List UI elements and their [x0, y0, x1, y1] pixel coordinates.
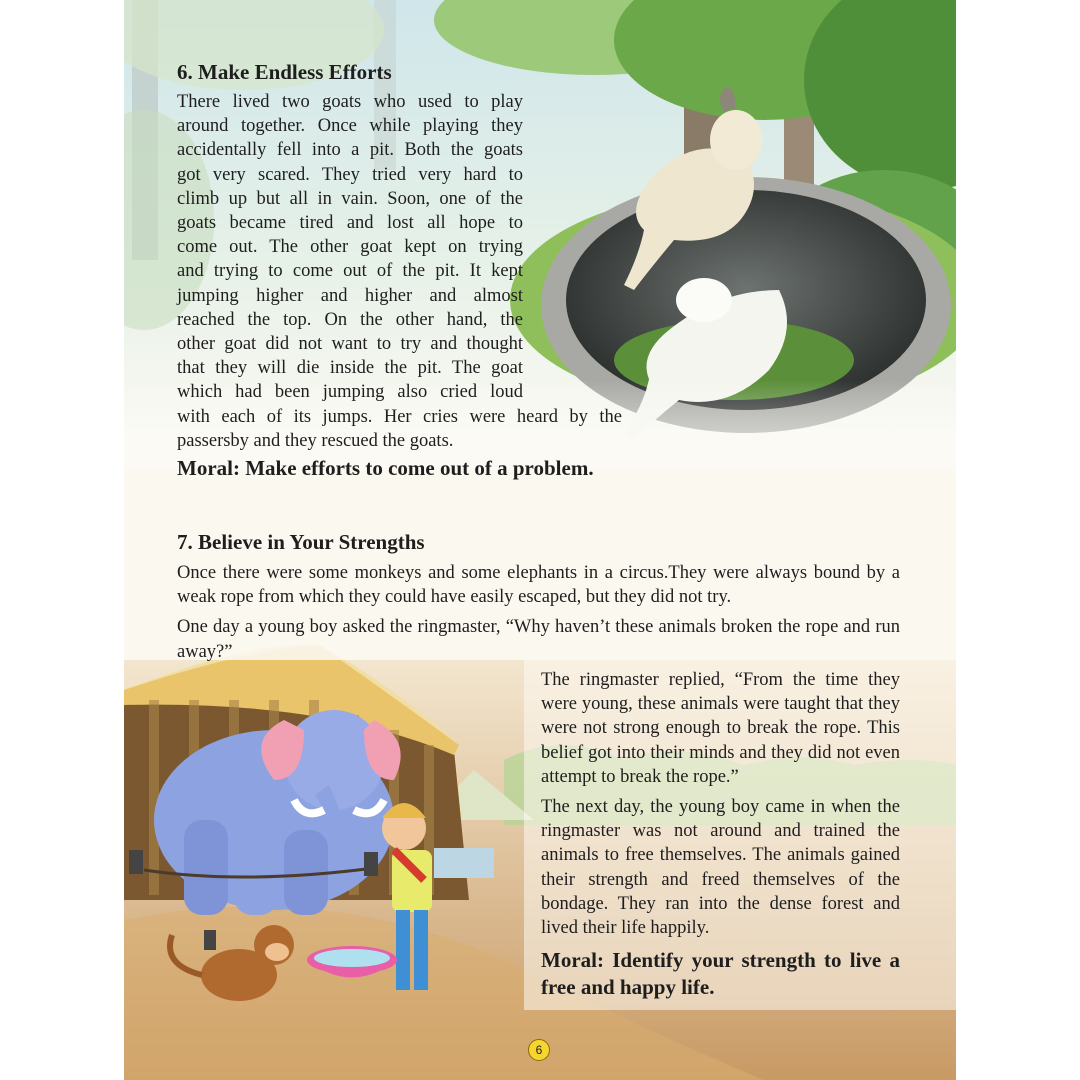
- story-6-line: other goat did not want to try and thought: [177, 334, 523, 355]
- story-6-line: accidentally fell into a pit. Both the goats: [177, 140, 523, 161]
- story-6-line: which had been jumping also cried loud: [177, 382, 523, 403]
- story-6-line: come out. The other goat kept on trying: [177, 237, 523, 258]
- story-6-line: got very scared. They tried very hard to: [177, 164, 523, 185]
- story-6-line: around together. Once while playing they: [177, 116, 523, 137]
- story-6-line: climb up but all in vain. Soon, one of the: [177, 188, 523, 209]
- story-6-line: goats became tired and lost all hope to: [177, 213, 523, 234]
- story-6-moral: Moral: Make efforts to come out of a problem.: [177, 456, 594, 480]
- story-7-column: [541, 668, 900, 1001]
- story-6-line: with each of its jumps. Her cries were heard by the: [177, 406, 622, 427]
- story-7-moral: Moral: Identify your strength to live a free and happy life.: [541, 948, 900, 1000]
- story-6-line: that they will die inside the pit. The goat: [177, 358, 523, 379]
- story-6-body: [177, 90, 622, 453]
- story-6-line: and trying to come out of the pit. It kept: [177, 261, 523, 282]
- story-7-intro: [177, 561, 900, 664]
- story-7-paragraph-3: The ringmaster replied, “From the time they were young, these animals were taught that they were not strong enough to break the rope. This belief got into their minds and they did not even attempt to break the rope.”: [541, 670, 900, 787]
- story-6-line: passersby and they rescued the goats.: [177, 430, 454, 451]
- story-6-line: reached the top. On the other hand, the: [177, 309, 523, 330]
- story-7-paragraph-2: One day a young boy asked the ringmaster, “Why haven’t these animals broken the rope and run away?”: [177, 617, 900, 662]
- story-6-line: jumping higher and higher and almost: [177, 285, 523, 306]
- story-6-title: 6. Make Endless Efforts: [177, 60, 392, 84]
- story-7-title: 7. Believe in Your Strengths: [177, 530, 425, 554]
- story-6-line: There lived two goats who used to play: [177, 92, 523, 112]
- page-number: 6: [528, 1039, 550, 1061]
- book-page: [124, 0, 956, 1080]
- story-7-paragraph-4: The next day, the young boy came in when the ringmaster was not around and trained the animals to free themselves. The animals gained their strength and freed themselves of the bondage. They ran into the dense forest and lived their life happily.: [541, 797, 900, 939]
- story-7-paragraph-1: Once there were some monkeys and some elephants in a circus.They were always bound by a weak rope from which they could have easily escaped, but they did not try.: [177, 563, 900, 608]
